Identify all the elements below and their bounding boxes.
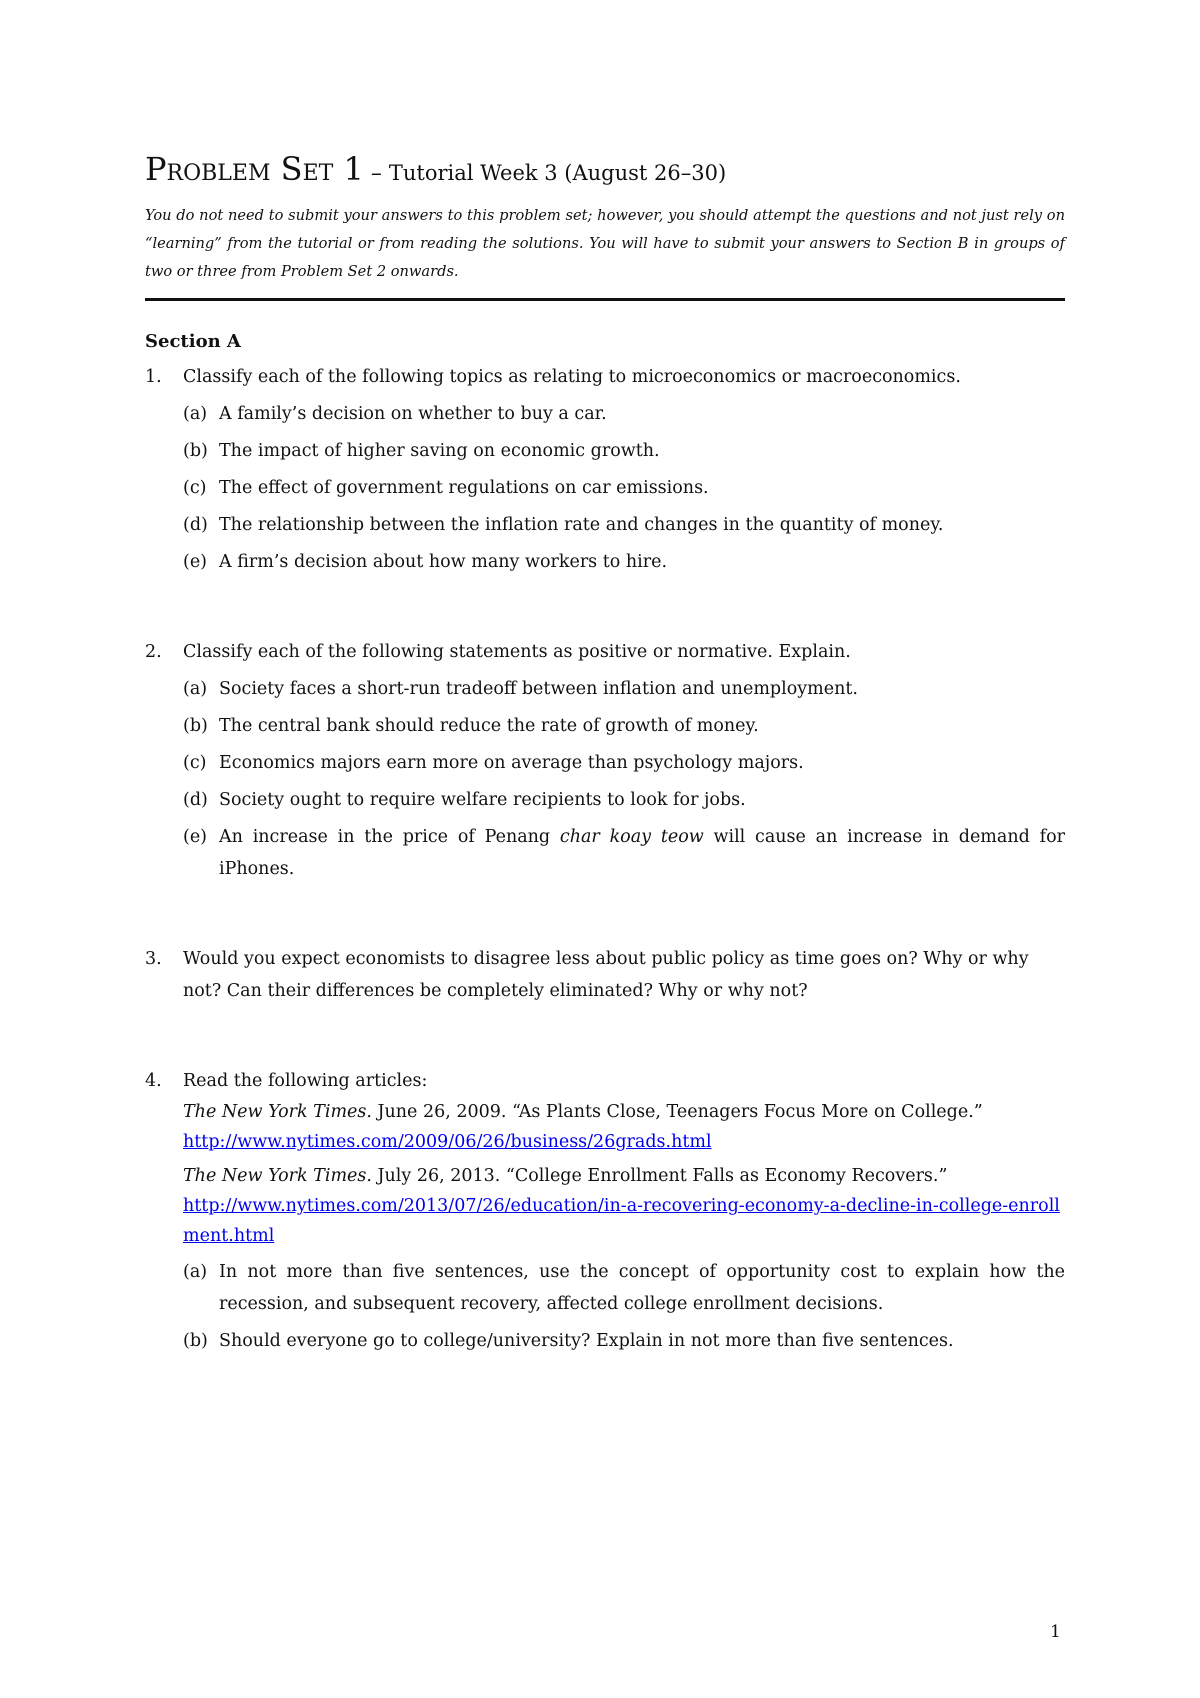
subquestion-label: (a) [183,1262,208,1283]
subquestion-text: Society faces a short-run tradeoff between inflation and unemployment. [219,679,858,700]
subquestion-label: (b) [183,441,208,462]
subquestion-text: A firm’s decision about how many workers to hire. [219,552,668,573]
subquestion-item [183,784,1065,816]
article-reference [183,1097,1065,1157]
subquestion-text: The impact of higher saving on economic growth. [219,441,660,462]
horizontal-divider [145,298,1065,301]
question-3 [145,943,1065,1007]
subquestion-item [183,1256,1065,1320]
article-source: The New York Times. [183,1102,372,1123]
instructions-paragraph: You do not need to submit your answers to this problem set; however, you should attempt the questions and not just rely on “learning” from the tutorial or from reading the solutions. You will have to submit your answers to Section B in groups of two or three from Problem Set 2 onwards. [145,207,1065,281]
subquestion-text-end: will cause an increase in demand for iPhones. [219,827,1065,880]
article-details: July 26, 2013. “College Enrollment Falls as Economy Recovers.” [371,1166,948,1187]
subquestion-label: (b) [183,716,208,737]
article-details: June 26, 2009. “As Plants Close, Teenagers Focus More on College.” [371,1102,983,1123]
question-text: Would you expect economists to disagree less about public policy as time goes on? Why or why not? Can their differences be completely eliminated? Why or why not? [183,949,1029,1002]
subquestion-item [183,747,1065,779]
subquestion-text: Should everyone go to college/university? Explain in not more than five sentences. [219,1331,954,1352]
article-link[interactable]: http://www.nytimes.com/2013/07/26/education/in-a-recovering-economy-a-decline-in-college-enrollment.html [183,1196,1060,1247]
question-text: Classify each of the following statements as positive or normative. Explain. [183,642,851,663]
subquestion-label: (a) [183,679,208,700]
subquestion-text-start: An increase in the price of Penang [219,827,560,848]
page-number: 1 [1050,1622,1061,1642]
article-source: The New York Times. [183,1166,372,1187]
subquestion-label: (d) [183,790,208,811]
subquestion-list [183,398,1065,578]
section-heading: Section A [145,331,241,353]
document-page [145,150,1065,1362]
question-number: 2. [145,642,162,663]
subquestion-text: The effect of government regulations on car emissions. [219,478,709,499]
question-1 [145,361,1065,578]
question-number: 4. [145,1071,162,1092]
subquestion-text: In not more than five sentences, use the concept of opportunity cost to explain how the recession, and subsequent recovery, affected college enrollment decisions. [219,1262,1065,1315]
subquestion-item [183,1325,1065,1357]
page-title [145,150,1065,188]
subquestion-item [183,710,1065,742]
question-2 [145,636,1065,885]
dish-name: char koay teow [559,827,704,848]
subquestion-label: (b) [183,1331,208,1352]
subquestion-item [183,509,1065,541]
question-text: Read the following articles: [183,1071,428,1092]
title-main: Problem Set 1 [145,150,364,188]
subquestion-item [183,472,1065,504]
subquestion-text: The central bank should reduce the rate of growth of money. [219,716,759,737]
subquestion-item [183,398,1065,430]
subquestion-list [183,673,1065,885]
question-4 [145,1065,1065,1357]
article-link[interactable]: http://www.nytimes.com/2009/06/26/business/26grads.html [183,1132,712,1153]
subquestion-text [219,827,1065,879]
article-reference [183,1161,1065,1251]
subquestion-label: (d) [183,515,208,536]
subquestion-text: The relationship between the inflation rate and changes in the quantity of money. [219,515,944,536]
subquestion-text: Society ought to require welfare recipients to look for jobs. [219,790,746,811]
subquestion-item [183,546,1065,578]
subquestion-label: (e) [183,552,208,573]
subquestion-text: A family’s decision on whether to buy a car. [219,404,607,425]
subquestion-item [183,435,1065,467]
title-separator: – [363,161,389,186]
subquestion-label: (a) [183,404,208,425]
question-number: 3. [145,949,162,970]
subquestion-label: (e) [183,827,208,848]
subquestion-item [183,821,1065,885]
subquestion-text: Economics majors earn more on average than psychology majors. [219,753,804,774]
question-text: Classify each of the following topics as relating to microeconomics or macroeconomics. [183,367,961,388]
question-number: 1. [145,367,162,388]
title-subtitle: Tutorial Week 3 (August 26–30) [388,161,727,185]
subquestion-list [183,1256,1065,1357]
subquestion-label: (c) [183,753,207,774]
subquestion-label: (c) [183,478,207,499]
subquestion-item [183,673,1065,705]
